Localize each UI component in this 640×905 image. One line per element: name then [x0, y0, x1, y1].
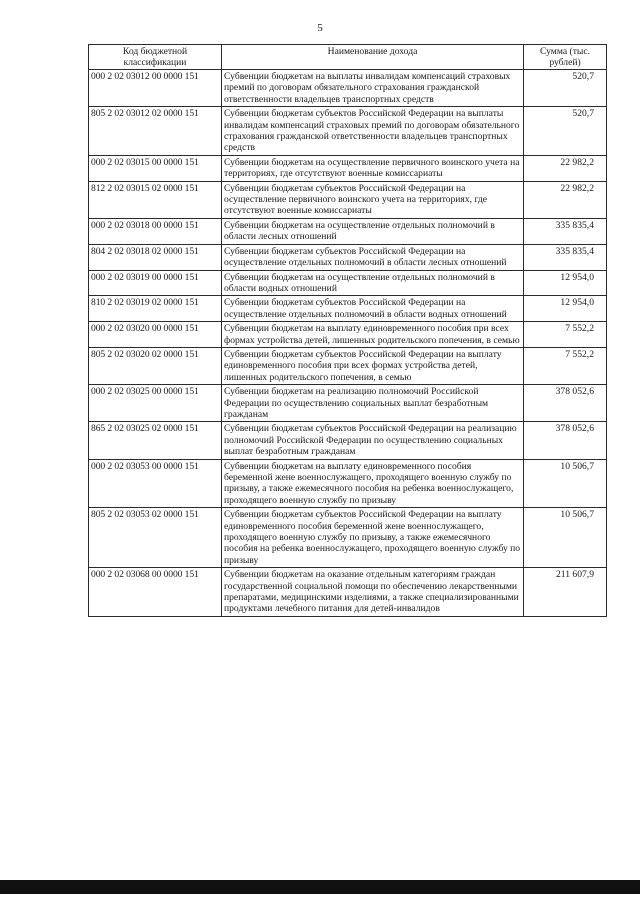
row-code: 810 2 02 03019 02 0000 151 — [89, 296, 222, 322]
table-row — [89, 107, 607, 156]
row-code: 805 2 02 03020 02 0000 151 — [89, 347, 222, 384]
table-row — [89, 422, 607, 459]
row-amount: 22 982,2 — [524, 181, 607, 218]
table-row — [89, 244, 607, 270]
page-number: 5 — [317, 22, 323, 34]
row-code: 000 2 02 03025 00 0000 151 — [89, 385, 222, 422]
row-code: 805 2 02 03053 02 0000 151 — [89, 508, 222, 568]
row-name: Субвенции бюджетам субъектов Российской Федерации на осуществление отдельных полномочий в области лесных отношений — [222, 244, 524, 270]
row-amount: 22 982,2 — [524, 155, 607, 181]
row-code: 805 2 02 03012 02 0000 151 — [89, 107, 222, 156]
row-amount: 211 607,9 — [524, 568, 607, 617]
row-code: 812 2 02 03015 02 0000 151 — [89, 181, 222, 218]
row-name: Субвенции бюджетам на оказание отдельным категориям граждан государственной социальной помощи по обеспечению лекарственными препаратами, медицинскими изделиями, а также специализированными продуктами лечебного питания для детей-инвалидов — [222, 568, 524, 617]
row-amount: 520,7 — [524, 107, 607, 156]
row-name: Субвенции бюджетам субъектов Российской Федерации на выплаты инвалидам компенсаций страховых премий по договорам обязательного страхования гражданской ответственности владельцев транспортных средств — [222, 107, 524, 156]
header-code: Код бюджетной классификации — [89, 45, 222, 70]
row-amount: 335 835,4 — [524, 218, 607, 244]
row-amount: 335 835,4 — [524, 244, 607, 270]
table-row — [89, 385, 607, 422]
row-code: 000 2 02 03018 00 0000 151 — [89, 218, 222, 244]
table-row — [89, 181, 607, 218]
row-code: 804 2 02 03018 02 0000 151 — [89, 244, 222, 270]
table-row — [89, 322, 607, 348]
row-name: Субвенции бюджетам на выплаты инвалидам компенсаций страховых премий по договорам обязательного страхования гражданской ответственности владельцев транспортных средств — [222, 70, 524, 107]
table-row — [89, 347, 607, 384]
table-row — [89, 296, 607, 322]
row-name: Субвенции бюджетам субъектов Российской Федерации на выплату единовременного пособия при всех формах устройства детей, лишенных родительского попечения, в семью — [222, 347, 524, 384]
table-row — [89, 155, 607, 181]
row-code: 000 2 02 03012 00 0000 151 — [89, 70, 222, 107]
row-name: Субвенции бюджетам субъектов Российской Федерации на реализацию полномочий Российской Федерации по осуществлению социальных выплат безработным гражданам — [222, 422, 524, 459]
revenue-table — [88, 44, 607, 617]
row-amount: 7 552,2 — [524, 347, 607, 384]
header-name: Наименование дохода — [222, 45, 524, 70]
row-name: Субвенции бюджетам на осуществление отдельных полномочий в области водных отношений — [222, 270, 524, 296]
row-code: 000 2 02 03053 00 0000 151 — [89, 459, 222, 508]
table-row — [89, 70, 607, 107]
table-header — [89, 45, 607, 70]
row-amount: 12 954,0 — [524, 296, 607, 322]
table-body — [89, 70, 607, 617]
row-amount: 10 506,7 — [524, 508, 607, 568]
row-name: Субвенции бюджетам субъектов Российской Федерации на осуществление первичного воинского учета на территориях, где отсутствуют военные комиссариаты — [222, 181, 524, 218]
row-name: Субвенции бюджетам субъектов Российской Федерации на осуществление отдельных полномочий в области водных отношений — [222, 296, 524, 322]
row-name: Субвенции бюджетам субъектов Российской Федерации на выплату единовременного пособия беременной жене военнослужащего, проходящего военную службу по призыву, а также ежемесячного пособия на ребенка военнослужащего, проходящего военную службу по призыву — [222, 508, 524, 568]
row-name: Субвенции бюджетам на реализацию полномочий Российской Федерации по осуществлению социальных выплат безработным гражданам — [222, 385, 524, 422]
row-name: Субвенции бюджетам на выплату единовременного пособия при всех формах устройства детей, лишенных родительского попечения, в семью — [222, 322, 524, 348]
row-amount: 378 052,6 — [524, 385, 607, 422]
row-name: Субвенции бюджетам на выплату единовременного пособия беременной жене военнослужащего, проходящего военную службу по призыву, а также ежемесячного пособия на ребенка военнослужащего, проходящего военную службу по призыву — [222, 459, 524, 508]
table-row — [89, 459, 607, 508]
table-row — [89, 508, 607, 568]
table-row — [89, 218, 607, 244]
scan-bottom-edge — [0, 880, 640, 894]
row-amount: 12 954,0 — [524, 270, 607, 296]
table-row — [89, 568, 607, 617]
row-amount: 378 052,6 — [524, 422, 607, 459]
row-code: 000 2 02 03068 00 0000 151 — [89, 568, 222, 617]
row-code: 000 2 02 03019 00 0000 151 — [89, 270, 222, 296]
header-sum: Сумма (тыс. рублей) — [524, 45, 607, 70]
row-code: 000 2 02 03020 00 0000 151 — [89, 322, 222, 348]
row-name: Субвенции бюджетам на осуществление первичного воинского учета на территориях, где отсутствуют военные комиссариаты — [222, 155, 524, 181]
row-code: 000 2 02 03015 00 0000 151 — [89, 155, 222, 181]
row-amount: 10 506,7 — [524, 459, 607, 508]
table-row — [89, 270, 607, 296]
row-code: 865 2 02 03025 02 0000 151 — [89, 422, 222, 459]
row-amount: 7 552,2 — [524, 322, 607, 348]
row-amount: 520,7 — [524, 70, 607, 107]
row-name: Субвенции бюджетам на осуществление отдельных полномочий в области лесных отношений — [222, 218, 524, 244]
